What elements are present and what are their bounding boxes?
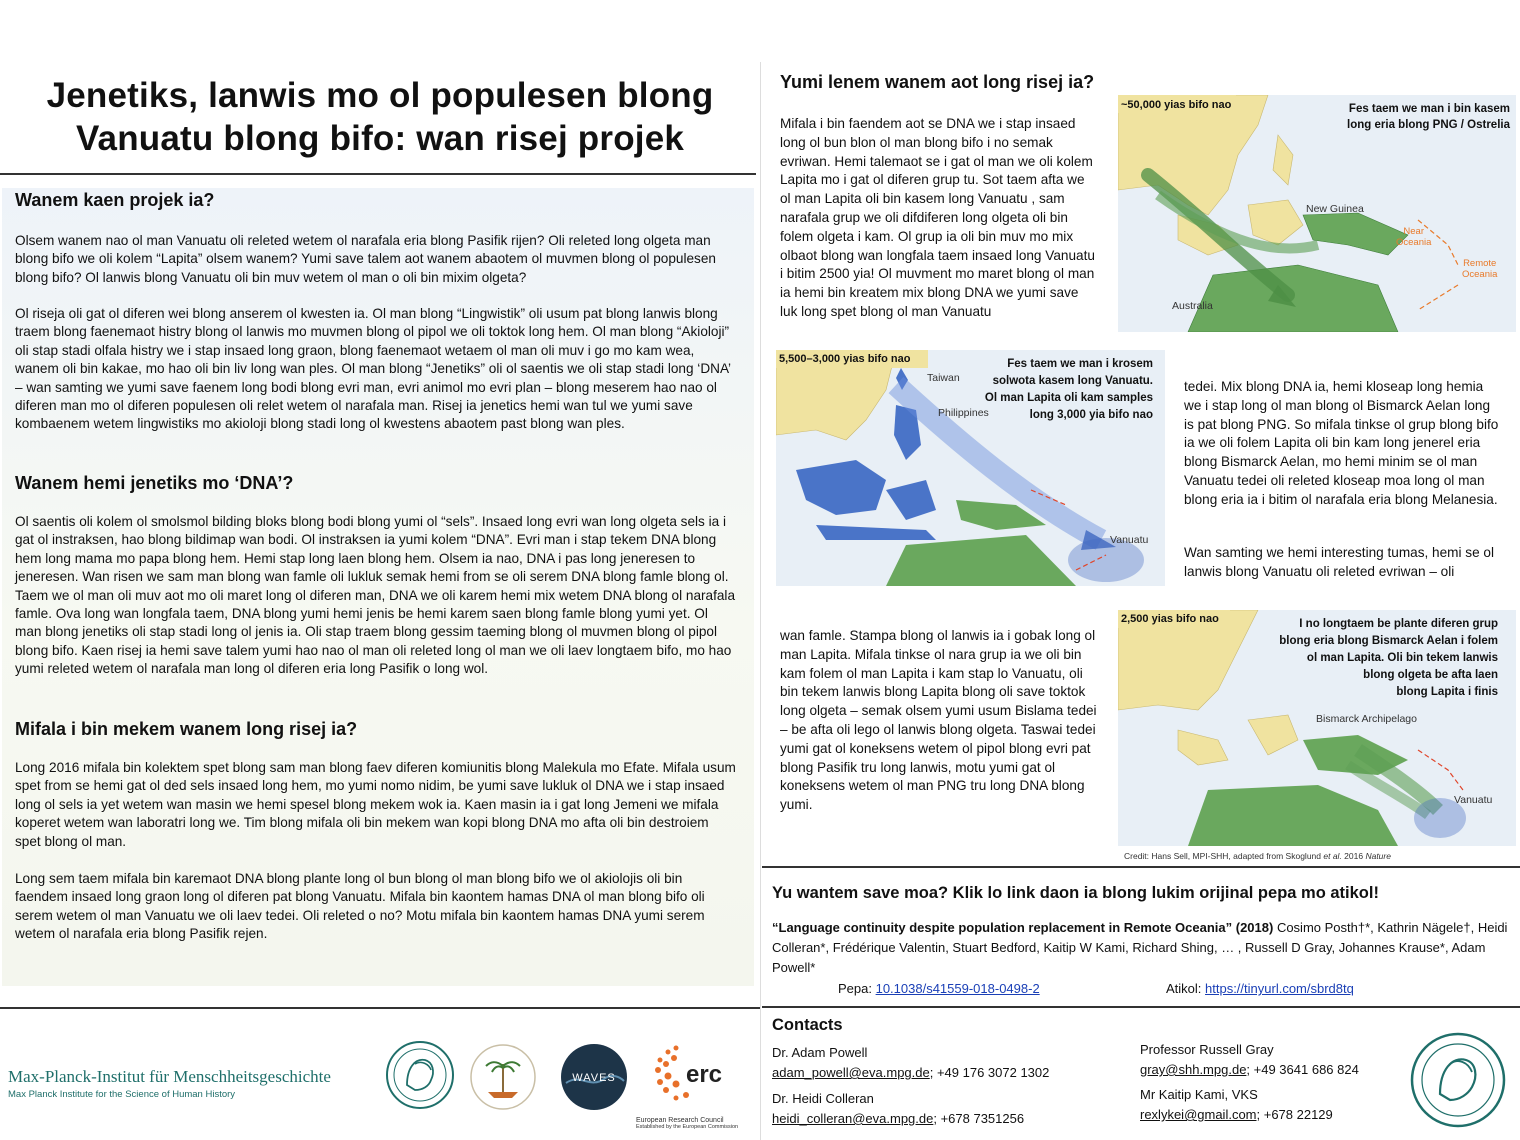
paragraph-sampling: Long 2016 mifala bin kolektem spet blong sam man blong faev diferen komiunitis blong Malekula mo Efate. Mifala usum spet from se hemi gat ol ded sels insaed long hem, mo yumi nomo nidim, be yumi save lukluk ol DNA we i stap insaed long ol sels ia yet wetem wan masin we hemi spesel blong mekem wok ia. Kaen masin ia i gat long Jemeni we mifala koperet wetem wan laboratri long we. Tim blong mifala oli bin mekem wan kopi blong DNA mo afta oli bin destroiem spet blong ol man.: [15, 760, 736, 849]
map3-caption-line-3: ol man Lapita. Oli bin tekem lanwis: [1306, 652, 1498, 664]
contact-gray-name: Professor Russell Gray: [1140, 1042, 1274, 1057]
map1-caption-line-1: Fes taem we man i bin kasem: [1348, 103, 1510, 115]
heading-project: Wanem kaen projek ia?: [15, 190, 215, 210]
contact-powell-name: Dr. Adam Powell: [772, 1045, 868, 1060]
minerva-logo-icon: [385, 1040, 455, 1110]
minerva-logo-right-icon: [1410, 1032, 1506, 1128]
contact-powell: [772, 1043, 1049, 1083]
map3-label-vanuatu: Vanuatu: [1454, 794, 1493, 806]
map-first-arrival: [1118, 95, 1516, 332]
map1-label-near-oceania: [1396, 226, 1431, 248]
map3-caption-line-2: blong eria blong Bismarck Aelan i folem: [1279, 635, 1498, 647]
contacts-rule: [762, 1006, 1520, 1008]
map1-label-australia: Australia: [1172, 300, 1213, 312]
map1-near-line-2: Oceania: [1396, 237, 1432, 248]
erc-logo-icon: [646, 1040, 730, 1110]
vanuatu-cultural-centre-logo-icon: [468, 1042, 538, 1112]
article-tinyurl-link[interactable]: https://tinyurl.com/sbrd8tq: [1205, 981, 1354, 996]
map1-caption: [1347, 101, 1510, 133]
map3-badge: 2,500 yias bifo nao: [1121, 613, 1219, 625]
map2-caption-line-1: Fes taem we man i krosem: [1007, 358, 1153, 370]
map-bismarck-migration: [1118, 610, 1516, 846]
map3-caption-line-4: blong olgeta be afta laen: [1363, 669, 1498, 681]
erc-subtitle: Established by the European Commission: [636, 1124, 739, 1130]
paragraph-intro: Olsem wanem nao ol man Vanuatu oli releted wetem ol narafala eria blong Pasifik rijen? Oli releted long olgeta man blong bifo we oli kolem “Lapita” olsem wanem? Yumi save talem aot wanem abaotem ol muvmen blong ol populesen blong bifo? Ol lanwis blong Vanuatu oli bin muv wetem ol man o oli bin mixim olgeta?: [15, 233, 716, 285]
paper-link-label: Pepa:: [838, 981, 876, 996]
credit-text: Credit: Hans Sell, MPI-SHH, adapted from Skoglund: [1124, 851, 1324, 861]
credit-year: 2016: [1341, 851, 1366, 861]
paper-link-line: [838, 981, 1040, 996]
results-text-4: wan famle. Stampa blong ol lanwis ia i gobak long ol man Lapita. Mifala tinkse ol nara grup ia we oli bin kam folem ol man Lapita i kam stap lo Vanuatu, oli bin tekem lanwis blong Lapita blong oli save toktok long olgeta – semak olsem yumi usum Bislama tedei – be afta oli lego ol lanwis blong olgeta. Taswai tedei yumi gat ol koneksens wetem ol pipol blong evri pat blong Pasifik tru long lanwis, motu yumi gat ol koneksens wetem ol man PNG tru long DNA blong yumi.: [780, 628, 1097, 813]
paper-authors: Cosimo Posth†*, Kathrin Nägele†, Heidi Colleran*, Frédérique Valentin, Stuart Bedford, Kaitip W Kami, Richard Shing, … , Russell D Gray, Johannes Krause*, Adam Powell*: [772, 920, 1508, 975]
results-text-1: Mifala i bin faendem aot se DNA we i stap insaed long ol bun blon ol man blong bifo i no semak evriwan. Hemi talemaot se i gat ol man we oli kolem Lapita mo i gat ol diferen grup tu. Sot taem afta we ol man Lapita oli bin kasem long Vanuatu , sam narafala grup we oli difdiferen long olgeta oli bin folem olgeta i kam. Ol grup ia oli bin muv mo mix olbaot blong wan longfala taem insaed long Vanuatu i bitim 2500 yia! Ol muvment mo maret blong ol man ia hemi bin kreatem mix blong DNA we yumi save luk long spet blong ol man Vanuatu: [780, 116, 1095, 319]
waves-logo-icon: [560, 1043, 628, 1111]
credit-journal: Nature: [1365, 851, 1391, 861]
article-link-label: Atikol:: [1166, 981, 1206, 996]
map2-label-taiwan: Taiwan: [927, 372, 960, 384]
poster-title: [20, 74, 740, 160]
results-text-2: tedei. Mix blong DNA ia, hemi kloseap long hemia we i stap long ol man blong ol Bismarck Aelan long is pat blong PNG. So mifala tinkse ol grup blong bifo ia we oli folem Lapita oli bin kam long jenerel eria blong Bismarck Aelan, mo hemi minim se ol man Vanuatu tedei oli releted kloseap moa long ol man blong eria ia i bitim ol narafala eria blong Melanesia.: [1184, 379, 1499, 507]
erc-caption: [636, 1117, 746, 1130]
paragraph-research-methods: Ol riseja oli gat ol diferen wei blong anserem ol kwesten ia. Ol man blong “Lingwistik” oli usum pat blong lanwis blong traem blong faenemaot histry blong ol lanwis mo muvmen blong ol pipol we oli toktok long hem. Ol man blong “Akioloji” oli stap stadi olfala histry we i stap insaed long graon, blong faenemaot wetaem ol man oli muv i go mo kam wea, wanem oli bin kakae, mo hao oli bin liv long wan ples. Ol man blong “Jenetiks” oli ol saentis we oli stap stadi long ‘DNA’ – wan samting we yumi save faenem long bodi blong evri man, evri animol mo evri plan – blong meserem hao nao ol diferen man mo ol diferen populesen oli relet wetem ol narafala man. Risej ia jenetics hemi wan tul we yumi save kombaenem wetem lingwistiks mo akioloji blong stadi long ol kwestens abaotem past blong wan ples.: [15, 306, 731, 432]
contact-colleran: [772, 1089, 1024, 1129]
paper-doi-link[interactable]: 10.1038/s41559-018-0498-2: [875, 981, 1040, 996]
map3-caption-line-5: blong Lapita i finis: [1396, 686, 1498, 698]
map1-label-new-guinea: New Guinea: [1306, 203, 1364, 215]
contact-kami-email[interactable]: rexlykei@gmail.com: [1140, 1107, 1257, 1122]
map2-label-philippines: Philippines: [938, 407, 989, 419]
map2-caption-line-2: solwota kasem long Vanuatu.: [992, 375, 1153, 387]
credit-et-al: et al.: [1323, 851, 1342, 861]
map1-caption-line-2: long eria blong PNG / Ostrelia: [1347, 119, 1510, 131]
contacts-heading: Contacts: [772, 1016, 843, 1034]
right-divider-rule: [762, 866, 1520, 868]
heading-results: Yumi lenem wanem aot long risej ia?: [780, 72, 1095, 92]
map2-caption-line-4: long 3,000 yia bifo nao: [1029, 409, 1153, 421]
paragraph-dna: Ol saentis oli kolem ol smolsmol bilding bloks blong bodi blong yumi ol “sels”. Insaed long evri wan long olgeta sels ia i gat ol instraksen, hao blong bildimap wan bodi. Ol instraksen ia yumi kolem “DNA”. Evri man i stap tekem DNA blong hem long mama mo papa blong hem. Hemi stap long laen blong hem. Olsem ia nao, DNA i pas long jeneresen to jeneresen. Wan risen we sam man blong wan famle oli lukluk semak hemi from se oli serem DNA blong famle blong ol. Taem we ol man oli muv aot mo oli maret long ol diferen man, DNA we oli karem hemi mix wetem DNA blong ol narafala famle. Ova long wan longfala taem, DNA blong yumi hemi jenis be hemi karem saen blong famle blong yumi yet. Ol man blong jenetiks oli stap stadi long ol jenis ia. Oli stap traem blong gessim taeming blong ol muvmen blong ol pipol blong bifo. Kaen risej ia hemi save talem yumi hao nao ol man oli releted long ol man we oli laev longtaem bifo, mo hao yumi releted wetem ol narafala man long ol diferen eria long Pasifik o long wol.: [15, 514, 736, 677]
contact-gray-email[interactable]: gray@shh.mpg.de: [1140, 1062, 1247, 1077]
erc-name: European Research Council: [636, 1117, 724, 1124]
contact-powell-phone: ; +49 176 3072 1302: [929, 1065, 1050, 1080]
map2-caption-line-3: Ol man Lapita oli kam samples: [984, 392, 1153, 404]
title-rule: [0, 173, 756, 175]
map2-badge: 5,500–3,000 yias bifo nao: [779, 353, 911, 365]
map3-label-bismarck: Bismarck Archipelago: [1316, 713, 1417, 725]
contact-powell-email[interactable]: adam_powell@eva.mpg.de: [772, 1065, 930, 1080]
map3-caption: [1279, 616, 1498, 701]
contact-colleran-name: Dr. Heidi Colleran: [772, 1091, 874, 1106]
paper-reference: [772, 918, 1512, 978]
paper-title: “Language continuity despite population replacement in Remote Oceania” (2018): [772, 920, 1274, 935]
paragraph-ancient-dna: Long sem taem mifala bin karemaot DNA blong plante long ol bun blong ol man blong bifo we ol akiolojis oli bin faendem insaed long graon long ol diferen pat blong Vanuatu. Mifala bin kaontem hamas DNA ol man blong bifo oli serem wetem ol man Vanuatu we oli laev tedei. Oli releted o no? Motu mifala bin kaontem hamas DNA yumi serem wetem ol narafala eria blong Pasifik rejen.: [15, 871, 705, 942]
map1-near-line-1: Near: [1403, 226, 1424, 237]
title-line-1: Jenetiks, lanwis mo ol populesen blong: [46, 76, 714, 115]
heading-genetics: Wanem hemi jenetiks mo ‘DNA’?: [15, 473, 294, 493]
title-line-2: Vanuatu blong bifo: wan risej projek: [75, 119, 685, 158]
map3-caption-line-1: I no longtaem be plante diferen grup: [1299, 618, 1498, 630]
map1-remote-line-2: Oceania: [1462, 269, 1498, 280]
map-credit: [1124, 851, 1391, 861]
left-footer-rule: [0, 1007, 760, 1009]
contact-kami: [1140, 1085, 1333, 1125]
mpi-name: Max-Planck-Institut für Menschheitsgeschichte: [8, 1067, 331, 1086]
map2-label-vanuatu: Vanuatu: [1110, 534, 1149, 546]
waves-logo-text: WAVES: [572, 1072, 616, 1084]
contact-kami-phone: ; +678 22129: [1256, 1107, 1333, 1122]
map-lapita-crossing: [776, 350, 1165, 586]
erc-logo-text: erc: [685, 1061, 723, 1088]
mpi-subtitle: Max Planck Institute for the Science of Human History: [8, 1089, 236, 1100]
map1-badge: ~50,000 yias bifo nao: [1121, 99, 1232, 111]
contact-gray: [1140, 1040, 1359, 1080]
map1-label-remote-oceania: [1462, 258, 1497, 280]
contact-gray-phone: ; +49 3641 686 824: [1246, 1062, 1359, 1077]
map1-remote-line-1: Remote: [1463, 258, 1497, 269]
article-link-line: [1166, 981, 1354, 996]
heading-what-we-did: Mifala i bin mekem wanem long risej ia?: [15, 719, 358, 739]
column-divider: [760, 62, 761, 1140]
contact-kami-name: Mr Kaitip Kami, VKS: [1140, 1087, 1258, 1102]
map2-caption: [985, 356, 1153, 424]
contact-colleran-phone: ; +678 7351256: [933, 1111, 1025, 1126]
contact-colleran-email[interactable]: heidi_colleran@eva.mpg.de: [772, 1111, 934, 1126]
call-to-action: Yu wantem save moa? Klik lo link daon ia blong lukim orijinal pepa mo atikol!: [772, 884, 1379, 902]
results-text-3: Wan samting we hemi interesting tumas, hemi se ol lanwis blong Vanuatu oli releted evriwan – oli: [1184, 545, 1495, 579]
